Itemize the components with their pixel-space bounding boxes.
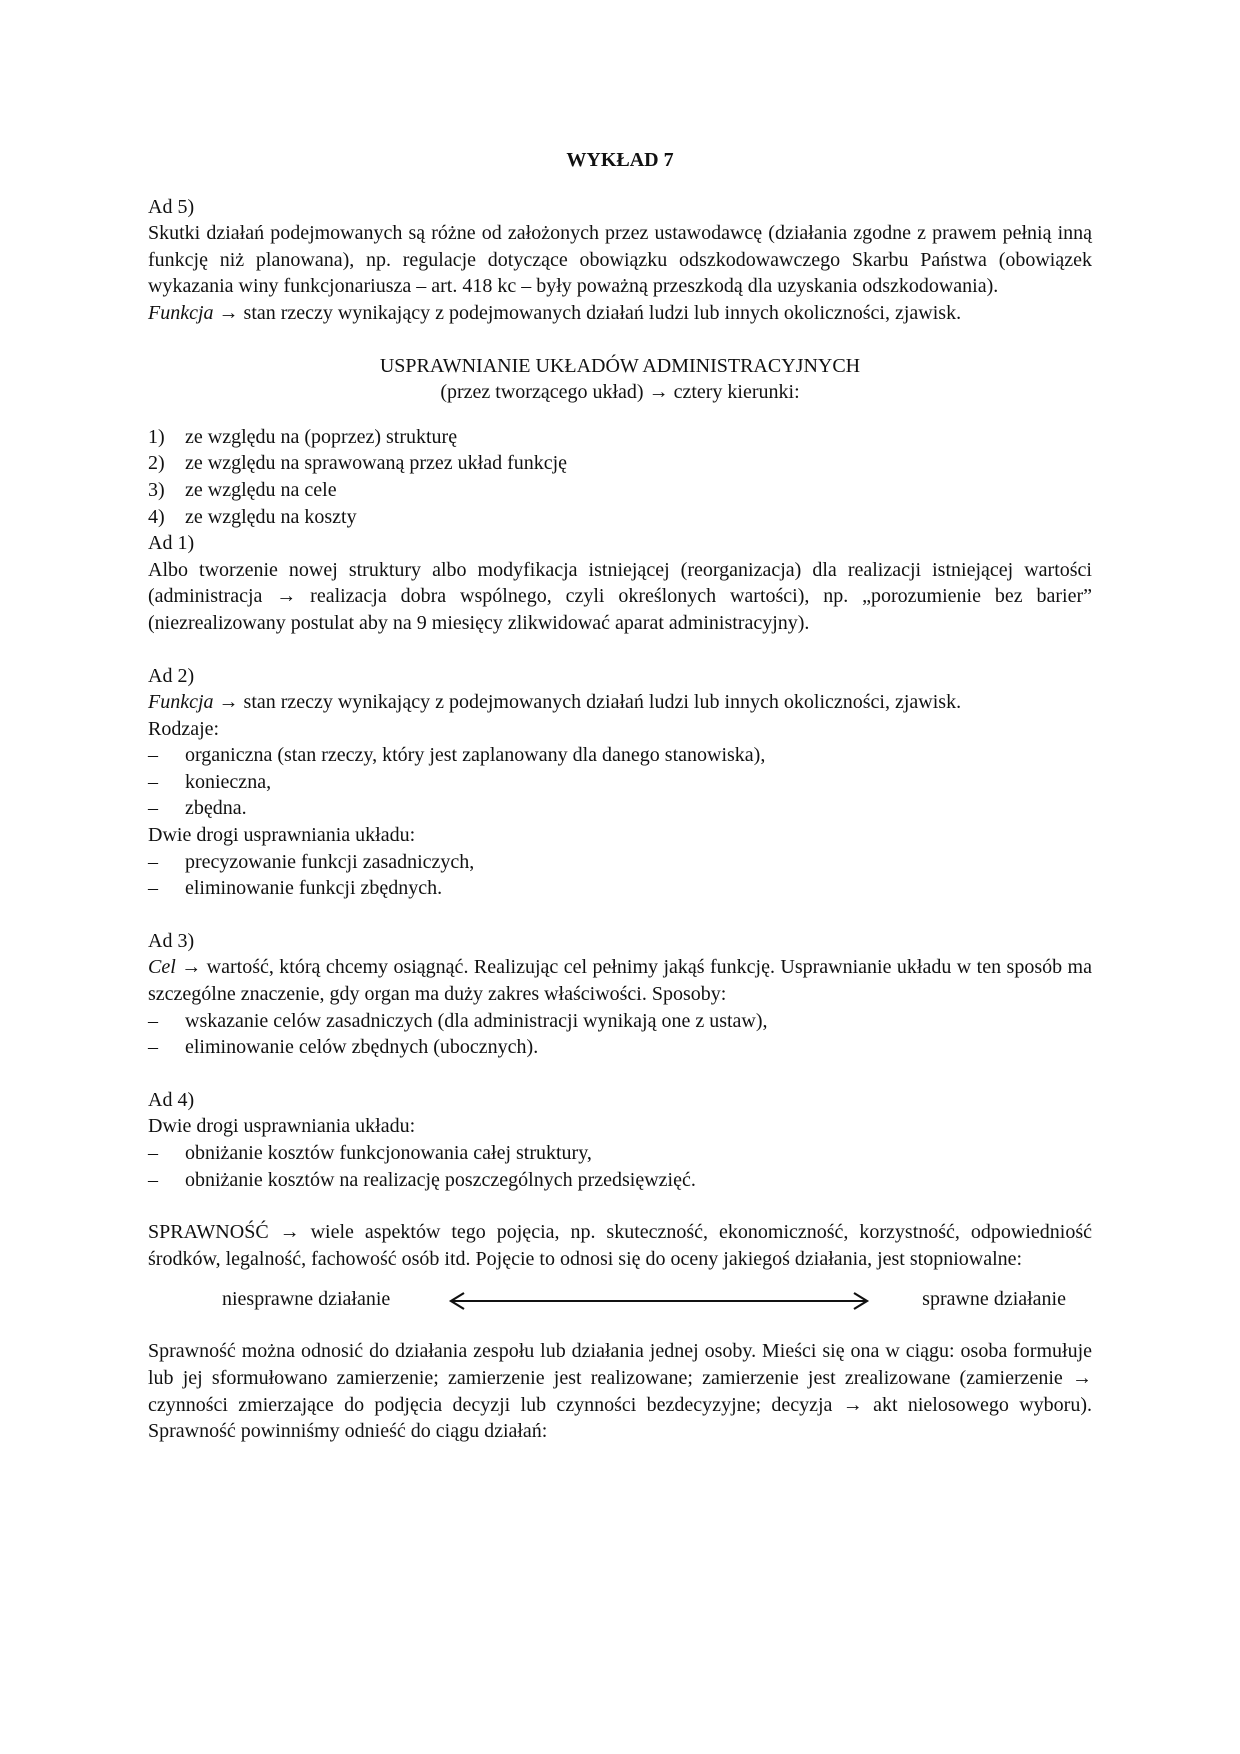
list-item-text: ze względu na cele [185,478,337,501]
sprawnosc-final-text: Sprawność można odnosić do działania zespołu lub działania jednej osoby. Mieści się ona w ciągu: osoba formułuje lub jej sformułowano zamierzenie; zamierzenie jest realizowane; zamierzenie jest zrealizowane (zamierzenie → czynności zmierzające do podjęcia decyzji lub czynności bezdecyzyjne; decyzja → akt nielosowego wyboru). Sprawność powinniśmy odnieść do ciągu działań: [148,1340,1092,1443]
section-subheading: (przez tworzącego układ) → cztery kierunki: [440,381,800,404]
list-item-text: organiczna (stan rzeczy, który jest zaplanowany dla danego stanowiska), [185,744,766,767]
ad2-def-term: Funkcja [148,691,214,714]
dash-marker: – [148,1036,158,1059]
list-item-text: ze względu na (poprzez) strukturę [185,425,458,448]
ad2-types-label: Rodzaje: [148,717,220,740]
efficiency-scale [148,1286,1092,1316]
ad3-heading: Ad 3) [148,929,195,952]
list-item-text: konieczna, [185,770,272,793]
dash-marker: – [148,1009,158,1032]
list-item [148,477,1092,504]
list-item-text: obniżanie kosztów funkcjonowania całej struktury, [185,1142,592,1164]
ad4-heading: Ad 4) [148,1088,195,1111]
list-item [148,849,1092,876]
list-item-number: 4) [148,505,165,528]
list-item [148,504,1092,531]
ad3-list [148,1008,1092,1061]
list-item [148,1008,1092,1035]
ad4-block [148,1087,1092,1193]
dash-marker: – [148,850,158,873]
list-item-text: eliminowanie celów zbędnych (ubocznych). [185,1036,539,1059]
dash-marker: – [148,877,158,900]
ad2-definition [148,689,1092,716]
ad5-definition [148,300,1092,327]
lecture-title: WYKŁAD 7 [566,149,674,171]
ad5-def-term: Funkcja [148,301,214,324]
ad2-block [148,663,1092,902]
directions-list [148,424,1092,530]
list-item [148,450,1092,477]
ad4-list [148,1140,1092,1193]
list-item-number: 1) [148,425,165,448]
dash-marker: – [148,1168,158,1191]
section-heading-block [148,353,1092,406]
list-item-text: ze względu na koszty [185,505,357,528]
ad5-block [148,194,1092,327]
ad2-def-text: → stan rzeczy wynikający z podejmowanych działań ludzi lub innych okoliczności, zjawisk. [213,691,962,714]
dash-marker: – [148,1142,158,1164]
ad2-heading: Ad 2) [148,664,195,687]
list-item-text: zbędna. [185,797,247,820]
ad3-def-text: → wartość, którą chcemy osiągnąć. Realizując cel pełnimy jakąś funkcję. Usprawnianie układu w ten sposób ma szczególne znaczenie, gdy organ ma duży zakres właściwości. Sposoby: [148,956,1092,1006]
ad3-block [148,928,1092,1061]
ad2-ways-list [148,849,1092,902]
list-item-number: 2) [148,452,165,475]
ad2-ways-label: Dwie drogi usprawniania układu: [148,824,416,847]
scale-right-label: sprawne działanie [922,1288,1066,1311]
ad5-def-text: → stan rzeczy wynikający z podejmowanych działań ludzi lub innych okoliczności, zjawisk. [213,301,962,324]
ad4-label: Dwie drogi usprawniania układu: [148,1115,416,1138]
section-heading: USPRAWNIANIE UKŁADÓW ADMINISTRACYJNYCH [379,354,861,377]
list-item-text: ze względu na sprawowaną przez układ funkcję [185,452,568,475]
ad1-heading: Ad 1) [148,532,195,555]
document-content [148,147,1092,1445]
ad1-text: Albo tworzenie nowej struktury albo modyfikacja istniejącej (reorganizacja) dla realizacji istniejącej wartości (administracja → realizacja dobra wspólnego, czyli określonych wartości), np. „porozumienie bez barier” (niezrealizowany postulat aby na 9 miesięcy zlikwidować aparat administracyjny). [148,558,1092,634]
ad1-block [148,530,1092,636]
dash-marker: – [148,744,158,767]
list-item-text: precyzowanie funkcji zasadniczych, [185,850,475,873]
dash-marker: – [148,770,158,793]
dash-marker: – [148,797,158,820]
ad3-def-term: Cel [148,956,176,979]
scale-left-label: niesprawne działanie [222,1288,391,1311]
list-item [148,1167,1092,1194]
ad2-types-list [148,742,1092,822]
double-arrow-icon [448,1290,870,1312]
list-item [148,1140,1092,1167]
ad5-text: Skutki działań podejmowanych są różne od założonych przez ustawodawcę (działania zgodne z prawem pełnią inną funkcję niż planowana), np. regulacje dotyczące obowiązku odszkodowawczego Skarbu Państwa (obowiązek wykazania winy funkcjonariusza – art. 418 kc – były poważną przeszkodą dla uzyskania odszkodowania). [148,222,1092,298]
list-item-number: 3) [148,478,165,501]
list-item [148,424,1092,451]
list-item [148,875,1092,902]
sprawnosc-text: SPRAWNOŚĆ → wiele aspektów tego pojęcia, np. skuteczność, ekonomiczność, korzystność, odpowiedniość środków, legalność, fachowość osób itd. Pojęcie to odnosi się do oceny jakiegoś działania, jest stopniowalne: [148,1221,1092,1270]
list-item [148,742,1092,769]
list-item-text: eliminowanie funkcji zbędnych. [185,877,443,900]
list-item-text: wskazanie celów zasadniczych (dla administracji wynikają one z ustaw), [185,1009,768,1032]
list-item [148,1034,1092,1061]
list-item [148,769,1092,796]
list-item-text: obniżanie kosztów na realizację poszczególnych przedsięwzięć. [185,1168,696,1191]
ad5-heading: Ad 5) [148,195,195,218]
list-item [148,795,1092,822]
ad3-definition [148,954,1092,1007]
